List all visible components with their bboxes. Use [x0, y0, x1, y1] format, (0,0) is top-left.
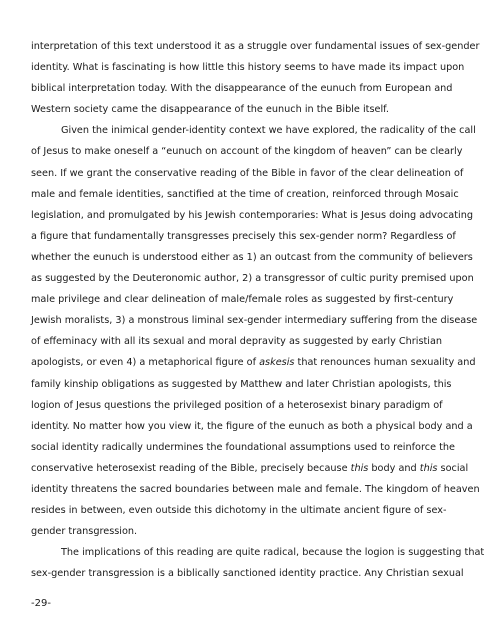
text-run: social — [437, 462, 469, 474]
text-line: Western society came the disappearance of the eunuch in the Bible itself. — [31, 104, 389, 116]
text-line: identity. What is fascinating is how little this history seems to have made its impact upon — [31, 62, 465, 74]
text-line: of Jesus to make oneself a “eunuch on account of the kingdom of heaven” can be clearly — [31, 146, 463, 158]
text-line: logion of Jesus questions the privileged position of a heterosexist binary paradigm of — [31, 399, 443, 411]
text-line: resides in between, even outside this dichotomy in the ultimate ancient figure of sex- — [31, 505, 447, 517]
text-run: apologists, or even 4) a metaphorical figure of — [31, 357, 260, 369]
text-line: legislation, and promulgated by his Jewish contemporaries: What is Jesus doing advocating — [31, 209, 474, 221]
emphasis-this: this — [419, 462, 438, 474]
text-line: gender transgression. — [31, 526, 138, 538]
text-line: interpretation of this text understood it as a struggle over fundamental issues of sex-gender — [31, 41, 480, 52]
text-run: conservative heterosexist reading of the Bible, precisely because — [31, 462, 351, 474]
text-line: identity. No matter how you view it, the figure of the eunuch as both a physical body and a — [31, 420, 473, 432]
text-line: a figure that fundamentally transgresses precisely this sex-gender norm? Regardless of — [31, 230, 456, 242]
text-line: seen. If we grant the conservative reading of the Bible in favor of the clear delineation of — [31, 167, 464, 179]
text-line: social identity radically undermines the foundational assumptions used to reinforce the — [31, 441, 456, 453]
text-line: identity threatens the sacred boundaries between male and female. The kingdom of heaven — [31, 483, 480, 495]
text-line: biblical interpretation today. With the disappearance of the eunuch from European and — [31, 83, 453, 95]
body-text — [31, 36, 485, 584]
text-line: Jewish moralists, 3) a monstrous liminal sex-gender intermediary suffering from the disease — [31, 315, 478, 327]
text-line: sex-gender transgression is a biblically sanctioned identity practice. Any Christian sexual — [31, 568, 464, 580]
text-line — [31, 352, 476, 373]
emphasis-askesis: askesis — [259, 357, 295, 369]
text-line: The implications of this reading are quite radical, because the logion is suggesting that — [61, 547, 485, 559]
text-line: male privilege and clear delineation of male/female roles as suggested by first-century — [31, 294, 454, 306]
text-line: Given the inimical gender-identity context we have explored, the radicality of the call — [61, 125, 476, 137]
emphasis-this: this — [350, 462, 369, 474]
text-line: as suggested by the Deuteronomic author, 2) a transgressor of cultic purity premised upon — [31, 273, 474, 285]
text-line: of effeminacy with all its sexual and moral depravity as suggested by early Christian — [31, 336, 443, 348]
page-number: -29- — [31, 598, 51, 609]
text-line — [31, 458, 471, 479]
text-run: body and — [368, 462, 420, 474]
text-line: male and female identities, sanctified at the time of creation, reinforced through Mosaic — [31, 188, 459, 200]
text-line: whether the eunuch is understood either as 1) an outcast from the community of believers — [31, 251, 473, 263]
text-run: that renounces human sexuality and — [294, 357, 476, 369]
text-line: family kinship obligations as suggested by Matthew and later Christian apologists, this — [31, 378, 452, 390]
